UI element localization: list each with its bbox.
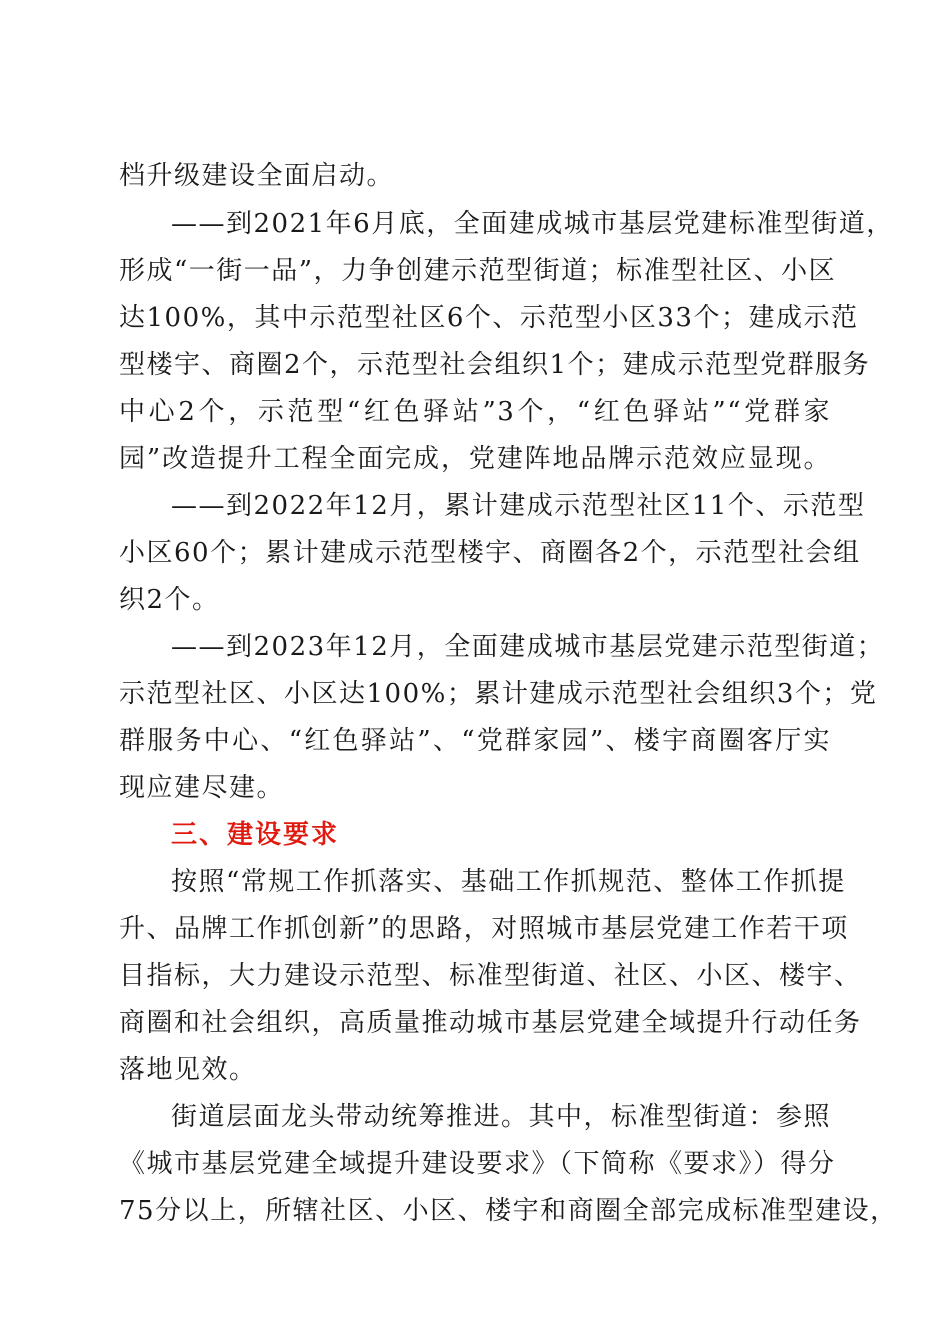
text-line: 按照“常规工作抓落实、基础工作抓规范、整体工作抓提 — [171, 867, 846, 897]
text-line: ——到2022年12月，累计建成示范型社区11个、示范型 — [171, 491, 866, 521]
text-line: 织2个。 — [119, 585, 220, 615]
text-line: 75分以上，所辖社区、小区、楼宇和商圈全部完成标准型建设， — [119, 1196, 898, 1226]
text-line: 街道层面龙头带动统筹推进。其中，标准型街道：参照 — [171, 1102, 832, 1132]
text-line: ——到2021年6月底，全面建成城市基层党建标准型街道， — [171, 209, 894, 239]
text-line: 升、品牌工作抓创新”的思路，对照城市基层党建工作若干项 — [119, 914, 849, 944]
text-line: ——到2023年12月，全面建成城市基层党建示范型街道； — [171, 632, 885, 662]
text-line: 园”改造提升工程全面完成，党建阵地品牌示范效应显现。 — [119, 444, 831, 474]
text-line: 现应建尽建。 — [119, 773, 285, 803]
text-line: 型楼宇、商圈2个，示范型社会组织1个；建成示范型党群服务 — [119, 350, 871, 380]
text-line: 落地见效。 — [119, 1055, 257, 1085]
text-line: 群服务中心、“红色驿站”、“党群家园”、楼宇商圈客厅实 — [119, 726, 831, 756]
text-line: 《城市基层党建全域提升建设要求》（下简称《要求》）得分 — [119, 1149, 836, 1179]
text-line: 商圈和社会组织，高质量推动城市基层党建全域提升行动任务 — [119, 1008, 862, 1038]
text-line: 形成“一街一品”，力争创建示范型街道；标准型社区、小区 — [119, 256, 837, 286]
text-line: 中心2个，示范型“红色驿站”3个，“红色驿站”“党群家 — [119, 397, 831, 427]
text-line: 目指标，大力建设示范型、标准型街道、社区、小区、楼宇、 — [119, 961, 862, 991]
section-heading: 三、建设要求 — [171, 820, 340, 850]
text-line: 示范型社区、小区达100%；累计建成示范型社会组织3个；党 — [119, 679, 878, 709]
text-line: 小区60个；累计建成示范型楼宇、商圈各2个，示范型社会组 — [119, 538, 861, 568]
text-line: 达100%，其中示范型社区6个、示范型小区33个；建成示范 — [119, 303, 859, 333]
text-line: 档升级建设全面启动。 — [119, 161, 395, 191]
